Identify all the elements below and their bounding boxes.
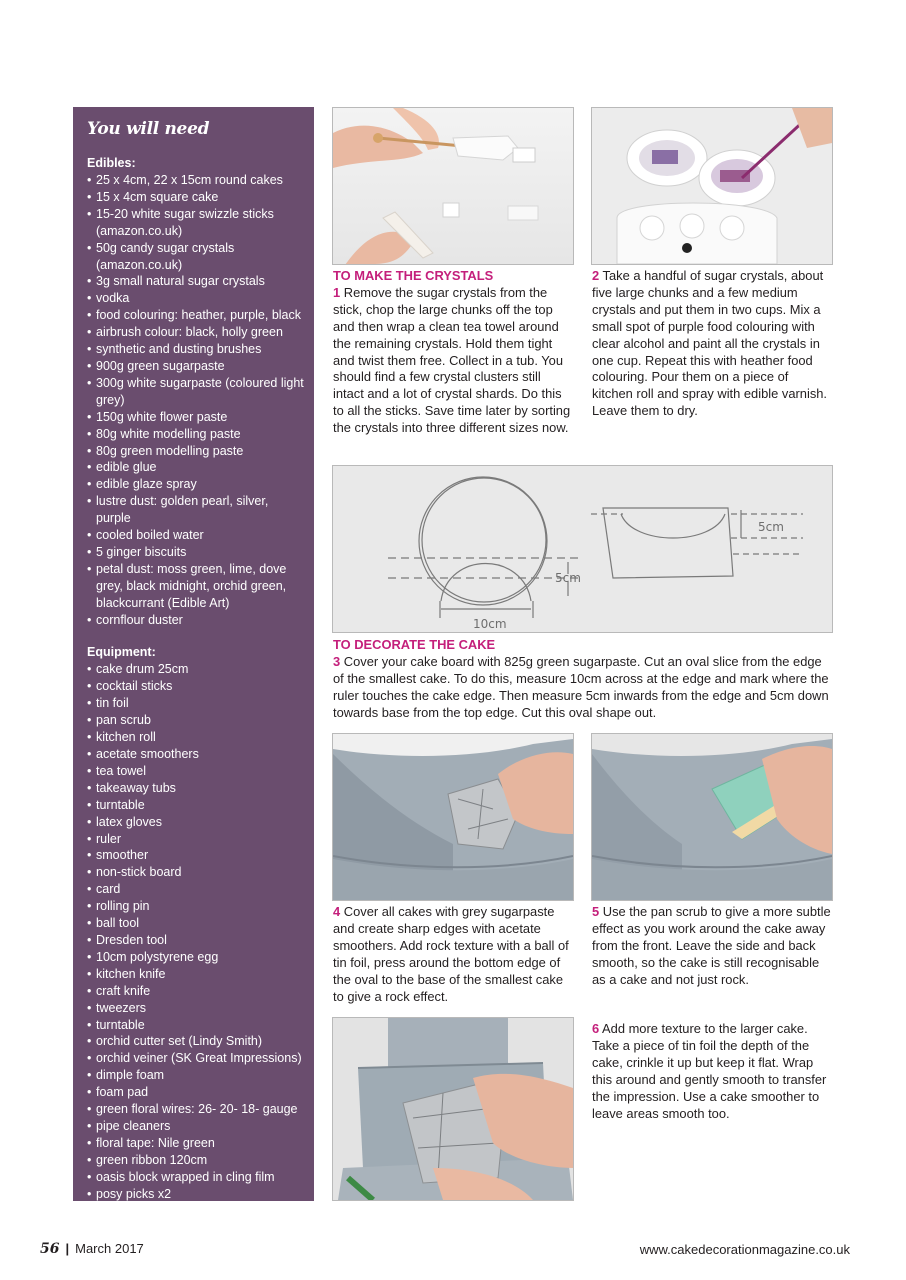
coloured-crystals-illustration	[592, 108, 832, 264]
list-item: • rolling pin	[87, 898, 304, 915]
step-4-text: Cover all cakes with grey sugarpaste and create sharp edges with acetate smoothers. Add rock texture with a ball of tin foil, press around the bottom edge of the oval to the base of the smallest cake to give a rock effect.	[333, 904, 569, 1004]
list-item: • kitchen knife	[87, 966, 304, 983]
pencil-sketch-illustration	[333, 466, 832, 632]
issue-date: March 2017	[75, 1241, 144, 1256]
footer-separator: |	[65, 1241, 70, 1256]
list-item: • ball tool	[87, 915, 304, 932]
list-item: • 5 ginger biscuits	[87, 544, 304, 561]
sketch-label-5cm-right: 5cm	[758, 520, 784, 534]
step-5-text: Use the pan scrub to give a more subtle effect as you work around the cake away from the front. Leave the side and back smooth, so the cake is still recognisable as a cake and not just rock.	[592, 904, 831, 987]
list-item: • posy picks x2	[87, 1186, 304, 1203]
list-item: • smoother	[87, 847, 304, 864]
step-6	[592, 1021, 832, 1122]
list-item: • ruler	[87, 831, 304, 848]
list-item: • cornflour duster	[87, 612, 304, 629]
list-item: • 80g white modelling paste	[87, 426, 304, 443]
list-item: • craft knife	[87, 983, 304, 1000]
equipment-list	[87, 661, 304, 1202]
footer-website[interactable]: www.cakedecorationmagazine.co.uk	[639, 1242, 850, 1257]
step-3-number: 3	[333, 653, 341, 669]
list-item: • cooled boiled water	[87, 527, 304, 544]
list-item: • pipe cleaners	[87, 1118, 304, 1135]
step-2	[592, 268, 832, 420]
photo-pencil-sketch	[332, 465, 833, 633]
crystals-section	[333, 268, 573, 437]
list-item: • kitchen roll	[87, 729, 304, 746]
list-item: • 300g white sugarpaste (coloured light grey)	[87, 375, 304, 409]
step-3-text: Cover your cake board with 825g green sugarpaste. Cut an oval slice from the edge of the smallest cake. To do this, measure 10cm across at the edge and mark where the ruler touches the cake edge. Then measure 5cm inwards from the edge and 5cm down towards base from the top edge. Cut this oval shape out.	[333, 653, 829, 720]
tin-foil-texture-illustration	[333, 734, 573, 900]
decorate-section	[333, 637, 833, 722]
step-5-block	[592, 904, 832, 989]
list-item: • dimple foam	[87, 1067, 304, 1084]
step-1	[333, 285, 573, 437]
list-item: • takeaway tubs	[87, 780, 304, 797]
list-item: • Dresden tool	[87, 932, 304, 949]
foil-larger-cake-illustration	[333, 1018, 573, 1200]
step-3	[333, 654, 833, 722]
list-item: • vodka	[87, 290, 304, 307]
list-item: • 15-20 white sugar swizzle sticks (amazon.co.uk)	[87, 206, 304, 240]
sugar-sticks-illustration	[333, 108, 573, 264]
step-1-number: 1	[333, 284, 341, 300]
sketch-label-5cm-left: 5cm	[555, 571, 581, 585]
photo-sugar-sticks	[332, 107, 574, 265]
list-item: • 3g small natural sugar crystals	[87, 273, 304, 290]
equipment-title: Equipment:	[87, 645, 156, 660]
photo-tin-foil-texture	[332, 733, 574, 901]
step-1-text: Remove the sugar crystals from the stick, chop the large chunks off the top and then wrap a clean tea towel around the remaining crystals. Hold them tight and twist them free. Collect in a tub. You should find a few crystal clusters still intact and a lot of crystal shards. Do this to all the sticks. Save time later by sorting the crystals into three different sizes now.	[333, 284, 571, 436]
you-will-need-title: You will need	[87, 119, 210, 139]
footer-page-info	[40, 1241, 144, 1257]
list-item: • cake drum 25cm	[87, 661, 304, 678]
list-item: • 900g green sugarpaste	[87, 358, 304, 375]
photo-coloured-crystals	[591, 107, 833, 265]
step-4	[333, 904, 573, 1005]
list-item: • floral tape: Nile green	[87, 1135, 304, 1152]
step-5	[592, 904, 832, 989]
list-item: • airbrush colour: black, holly green	[87, 324, 304, 341]
list-item: • edible glue	[87, 459, 304, 476]
list-item: • non-stick board	[87, 864, 304, 881]
step-6-block	[592, 1021, 832, 1122]
step-5-number: 5	[592, 904, 600, 919]
list-item: • food colouring: heather, purple, black	[87, 307, 304, 324]
edibles-title: Edibles:	[87, 156, 136, 170]
sketch-label-10cm: 10cm	[473, 617, 507, 631]
list-item: • tweezers	[87, 1000, 304, 1017]
step-2-number: 2	[592, 268, 600, 283]
list-item: • turntable	[87, 797, 304, 814]
list-item: • cocktail sticks	[87, 678, 304, 695]
list-item: • pan scrub	[87, 712, 304, 729]
list-item: • petal dust: moss green, lime, dove grey, black midnight, orchid green, blackcurrant (Edible Art)	[87, 561, 304, 612]
step-6-text: Add more texture to the larger cake. Take a piece of tin foil the depth of the cake, crinkle it up but keep it flat. Wrap this around and gently smooth to transfer the impression. Use a cake smoother to leave areas smooth too.	[592, 1021, 827, 1121]
list-item: • lustre dust: golden pearl, silver, purple	[87, 493, 304, 527]
step-4-number: 4	[333, 904, 341, 919]
list-item: • synthetic and dusting brushes	[87, 341, 304, 358]
list-item: • card	[87, 881, 304, 898]
you-will-need-panel	[73, 107, 314, 1201]
list-item: • 150g white flower paste	[87, 409, 304, 426]
list-item: • tea towel	[87, 763, 304, 780]
step-4-block	[333, 904, 573, 1005]
decorate-heading: TO DECORATE THE CAKE	[333, 637, 496, 652]
list-item: • foam pad	[87, 1084, 304, 1101]
list-item: • latex gloves	[87, 814, 304, 831]
page-number: 56	[40, 1241, 60, 1257]
list-item: • 10cm polystyrene egg	[87, 949, 304, 966]
list-item: • tin foil	[87, 695, 304, 712]
list-item: • acetate smoothers	[87, 746, 304, 763]
list-item: • orchid veiner (SK Great Impressions)	[87, 1050, 304, 1067]
list-item: • green floral wires: 26- 20- 18- gauge	[87, 1101, 304, 1118]
step-2-text: Take a handful of sugar crystals, about five large chunks and a few medium crystals and put them in two cups. Mix a small spot of purple food colouring with clear alcohol and paint all the crystals in one cup. Repeat this with heather food colouring. Pour them on a piece of kitchen roll and spray with edible varnish. Leave them to dry.	[592, 268, 828, 419]
list-item: • green ribbon 120cm	[87, 1152, 304, 1169]
photo-foil-larger-cake	[332, 1017, 574, 1201]
list-item: • 25 x 4cm, 22 x 15cm round cakes	[87, 172, 304, 189]
list-item: • edible glaze spray	[87, 476, 304, 493]
list-item: • 15 x 4cm square cake	[87, 189, 304, 206]
pan-scrub-illustration	[592, 734, 832, 900]
list-item: • orchid cutter set (Lindy Smith)	[87, 1033, 304, 1050]
list-item: • oasis block wrapped in cling film	[87, 1169, 304, 1186]
crystals-heading: TO MAKE THE CRYSTALS	[333, 268, 494, 283]
photo-pan-scrub	[591, 733, 833, 901]
edibles-list	[87, 172, 304, 628]
crystals-step-2	[592, 268, 832, 420]
list-item: • turntable	[87, 1017, 304, 1034]
step-6-number: 6	[592, 1021, 600, 1036]
list-item: • 50g candy sugar crystals (amazon.co.uk)	[87, 240, 304, 274]
list-item: • 80g green modelling paste	[87, 443, 304, 460]
